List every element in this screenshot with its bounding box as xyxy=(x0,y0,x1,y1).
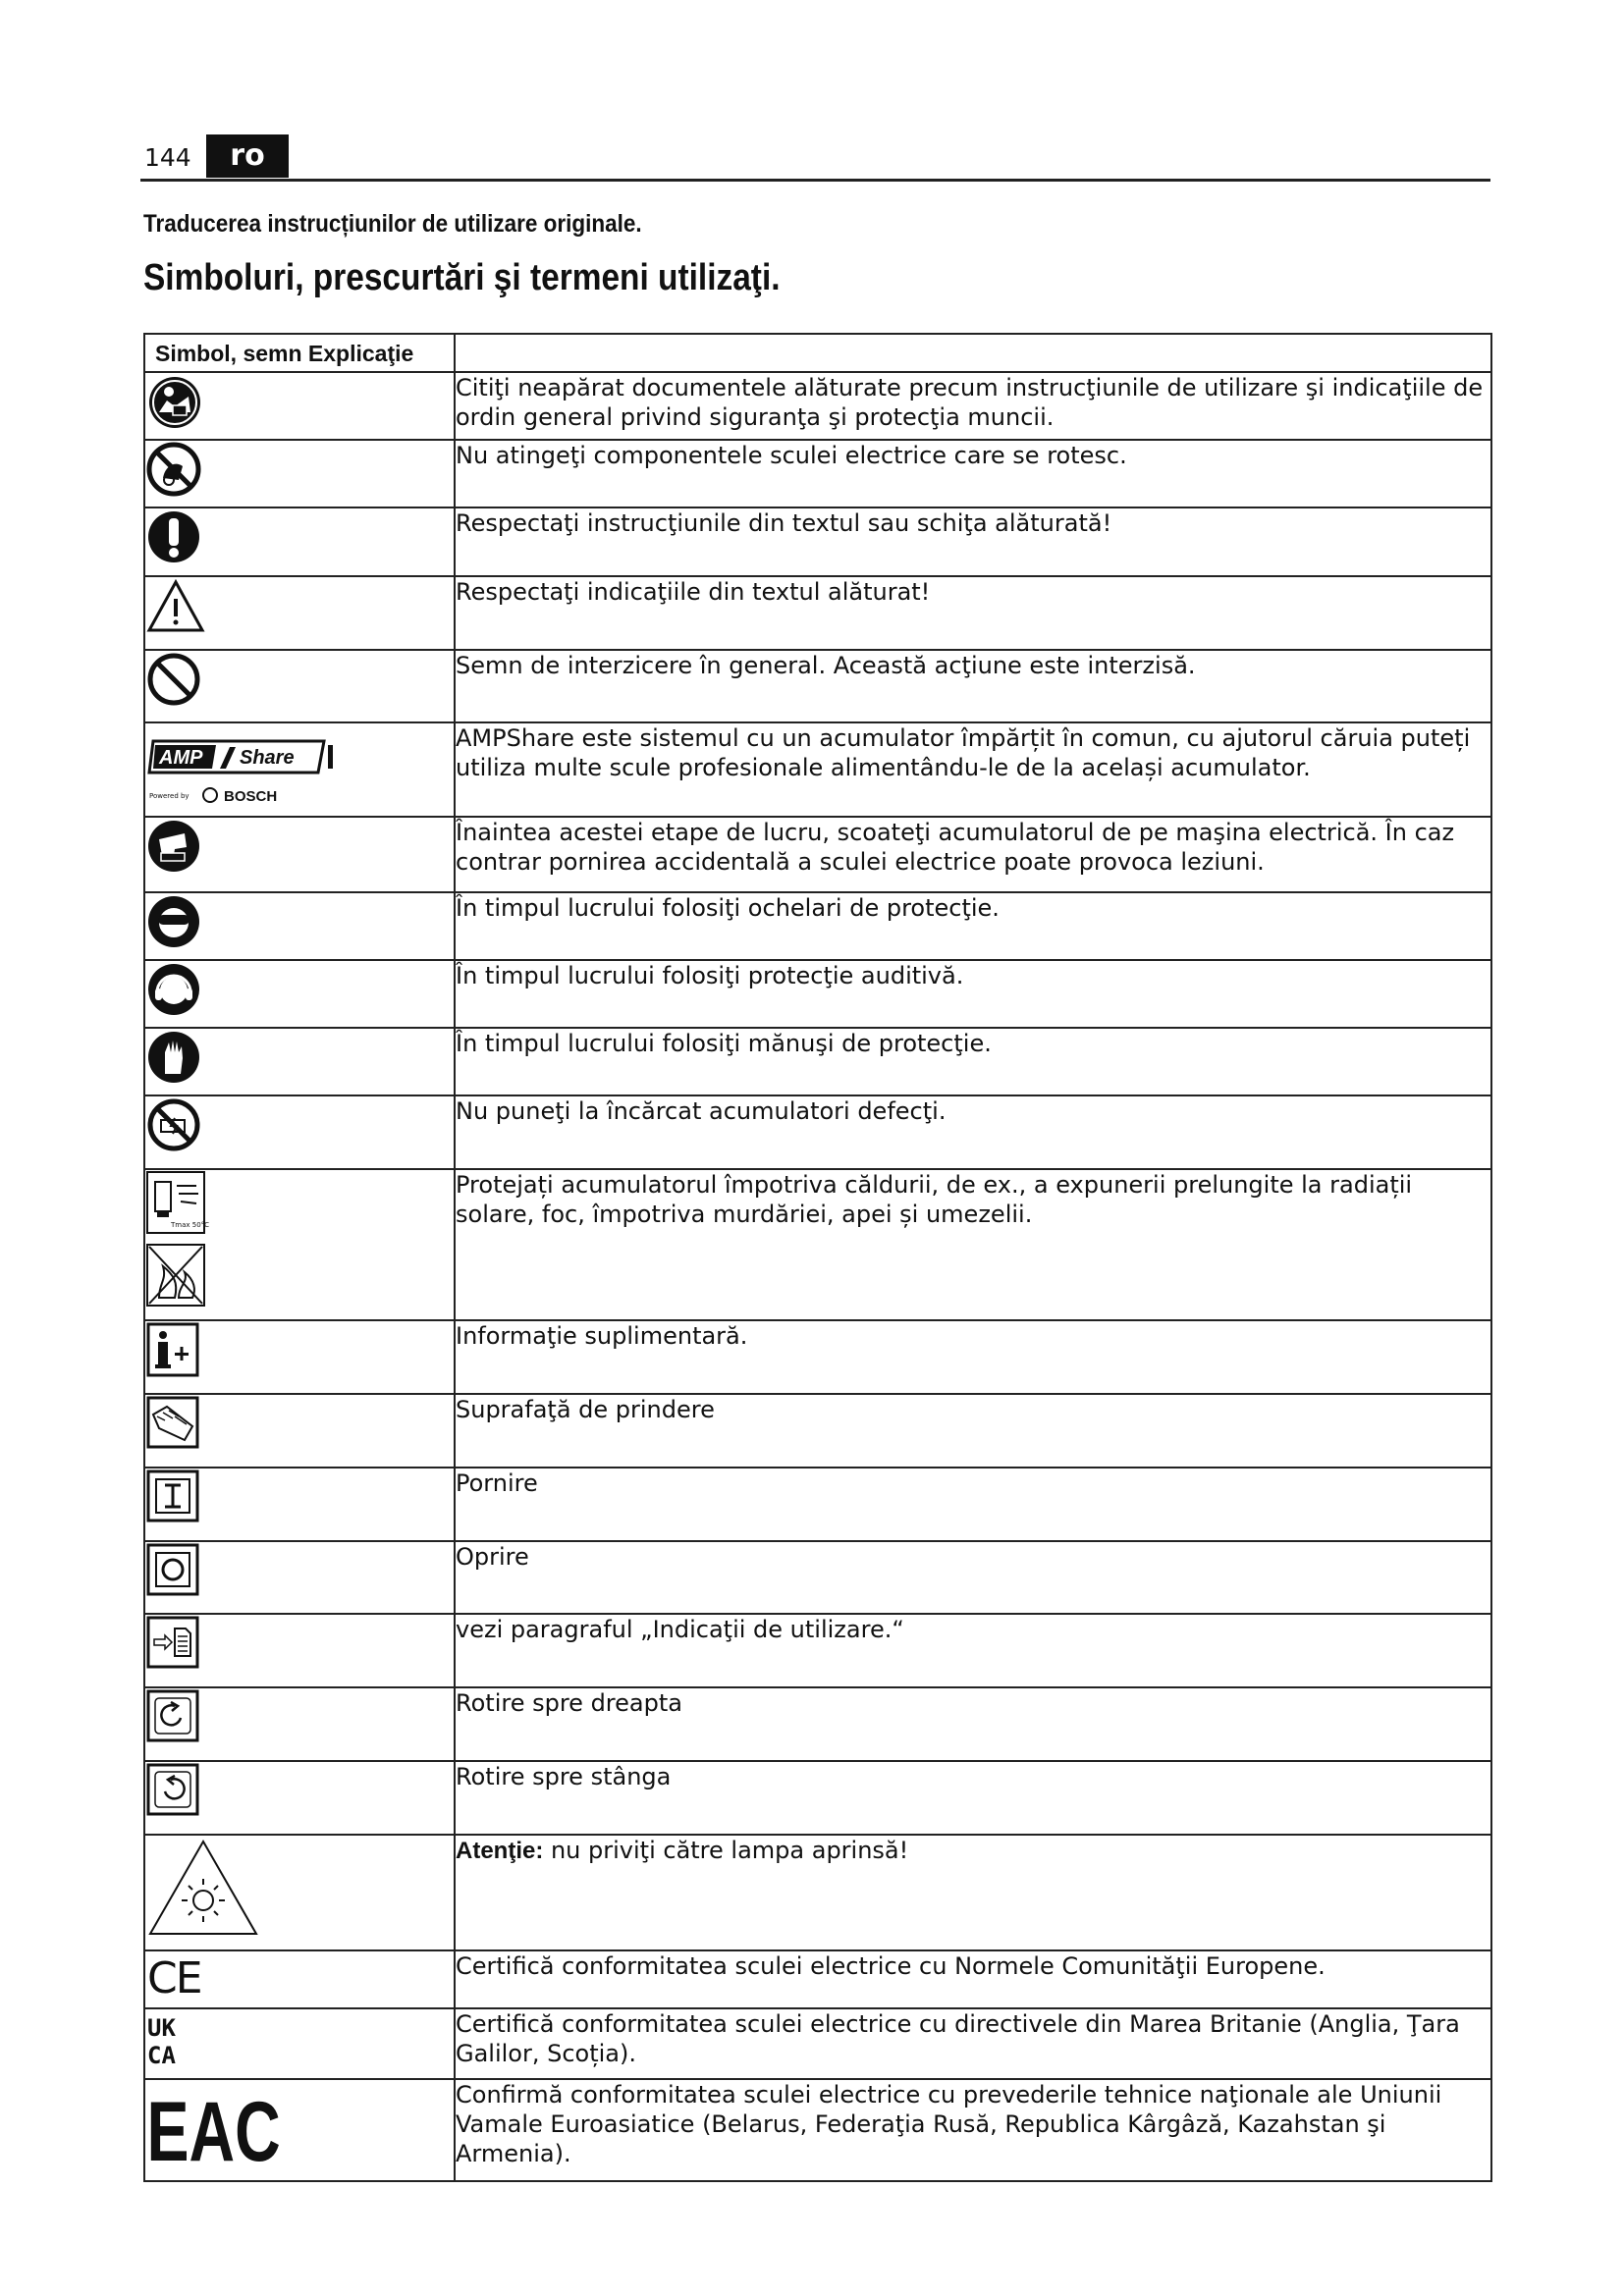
row-text: Respectaţi instrucţiunile din textul sau schiţa alăturată! xyxy=(455,507,1491,576)
tmax-label: Tmax 50°C xyxy=(171,1221,210,1229)
row-text: Informaţie suplimentară. xyxy=(455,1320,1491,1394)
table-row xyxy=(144,440,1491,507)
row-text: Pornire xyxy=(455,1468,1491,1541)
read-manual-icon xyxy=(145,373,204,432)
hearing-protection-icon xyxy=(145,961,202,1018)
table-row xyxy=(144,1169,1491,1320)
ce-mark-icon xyxy=(145,1951,208,2001)
table-row xyxy=(144,507,1491,576)
rotate-left-icon xyxy=(145,1762,200,1817)
row-text: Protejați acumulatorul împotriva căldurii, de ex., a expunerii prelungite la radiații solare, foc, împotriva murdăriei, apei și umezelii. xyxy=(455,1169,1491,1320)
prohibition-icon xyxy=(145,651,202,708)
table-row xyxy=(144,1761,1491,1835)
see-section-icon xyxy=(145,1615,200,1670)
table-row xyxy=(144,1950,1491,2008)
grip-surface-icon xyxy=(145,1395,200,1450)
row-text: Respectaţi indicaţiile din textul alăturat! xyxy=(455,576,1491,650)
header-explanation xyxy=(455,334,1491,372)
table-row xyxy=(144,892,1491,960)
exclamation-icon xyxy=(145,508,202,565)
row-text: vezi paragraful „Indicaţii de utilizare.“ xyxy=(455,1614,1491,1687)
table-row xyxy=(144,1468,1491,1541)
ce-mark-text: CE xyxy=(147,1953,201,2003)
rotate-right-icon xyxy=(145,1688,200,1743)
table-row xyxy=(144,817,1491,892)
remove-battery-icon xyxy=(145,818,202,875)
brand-text: BOSCH xyxy=(224,788,278,805)
table-row xyxy=(144,1614,1491,1687)
gloves-icon xyxy=(145,1029,202,1086)
row-text: Citiţi neapărat documentele alăturate precum instrucţiunile de utilizare şi indicaţiile de ordin general privind siguranţa şi protecţia muncii. xyxy=(455,372,1491,440)
document-subtitle: Traducerea instrucțiunilor de utilizare originale. xyxy=(143,210,642,238)
row-text xyxy=(455,1835,1491,1950)
table-row xyxy=(144,2008,1491,2079)
language-badge: ro xyxy=(206,134,289,178)
info-plus-icon xyxy=(145,1321,200,1378)
warning-text: nu priviţi către lampa aprinsă! xyxy=(543,1837,909,1864)
powered-by-text: Powered by xyxy=(149,792,189,800)
share-text: Share xyxy=(240,747,295,769)
page-number: 144 xyxy=(144,143,191,172)
row-text: În timpul lucrului folosiţi protecţie auditivă. xyxy=(455,960,1491,1028)
battery-heat-protection-icon xyxy=(145,1170,208,1308)
row-text: Certifică conformitatea sculei electrice cu directivele din Marea Britanie (Anglia, Ţara Galilor, Scoția). xyxy=(455,2008,1491,2079)
row-text: Rotire spre dreapta xyxy=(455,1687,1491,1761)
table-row xyxy=(144,576,1491,650)
uk-mark-text: UK xyxy=(147,2014,176,2042)
table-row xyxy=(144,1835,1491,1950)
amp-text: AMP xyxy=(159,747,203,769)
power-on-icon xyxy=(145,1468,200,1523)
ampshare-logo-icon xyxy=(145,723,342,808)
table-row xyxy=(144,650,1491,722)
table-header-row xyxy=(144,334,1491,372)
row-text: Suprafaţă de prindere xyxy=(455,1394,1491,1468)
no-charge-defective-battery-icon xyxy=(145,1096,202,1153)
table-row xyxy=(144,2079,1491,2181)
row-text: Semn de interzicere în general. Această acţiune este interzisă. xyxy=(455,650,1491,722)
row-text: În timpul lucrului folosiţi ochelari de protecţie. xyxy=(455,892,1491,960)
safety-goggles-icon xyxy=(145,893,202,950)
table-row xyxy=(144,1095,1491,1169)
page-header xyxy=(140,132,1490,183)
table-row xyxy=(144,960,1491,1028)
header-rule xyxy=(140,179,1490,182)
symbols-table xyxy=(143,333,1492,2182)
warning-label: Atenţie: xyxy=(456,1838,544,1864)
row-text: AMPShare este sistemul cu un acumulator împărțit în comun, cu ajutorul căruia puteți utiliza multe scule profesionale alimentându-le de la același acumulator. xyxy=(455,722,1491,817)
power-off-icon xyxy=(145,1542,200,1597)
table-row xyxy=(144,1687,1491,1761)
eac-mark-icon xyxy=(145,2080,281,2180)
warning-triangle-icon xyxy=(145,577,206,636)
table-row xyxy=(144,1320,1491,1394)
page-title: Simboluri, prescurtări şi termeni utilizaţi. xyxy=(143,257,781,298)
row-text: Confirmă conformitatea sculei electrice cu prevederile tehnice naţionale ale Uniunii Vamale Euroasiatice (Belarus, Federaţia Rusă, Republica Kârgâză, Kazahstan şi Armenia). xyxy=(455,2079,1491,2181)
table-row xyxy=(144,1394,1491,1468)
table-row xyxy=(144,372,1491,440)
no-touch-rotating-icon xyxy=(145,441,202,498)
header-symbol: Simbol, semn Explicaţie xyxy=(144,334,455,372)
row-text: În timpul lucrului folosiţi mănuşi de protecţie. xyxy=(455,1028,1491,1095)
row-text: Înaintea acestei etape de lucru, scoateţi acumulatorul de pe maşina electrică. În caz contrar pornirea accidentală a sculei electrice poate provoca leziuni. xyxy=(455,817,1491,892)
table-row xyxy=(144,1541,1491,1614)
row-text: Certifică conformitatea sculei electrice cu Normele Comunităţii Europene. xyxy=(455,1950,1491,2008)
row-text: Rotire spre stânga xyxy=(455,1761,1491,1835)
table-row xyxy=(144,722,1491,817)
eac-mark-text: EAC xyxy=(146,2085,281,2180)
ca-mark-text: CA xyxy=(147,2042,176,2069)
row-text: Nu atingeţi componentele sculei electrice care se rotesc. xyxy=(455,440,1491,507)
table-row xyxy=(144,1028,1491,1095)
row-text: Oprire xyxy=(455,1541,1491,1614)
row-text: Nu puneţi la încărcat acumulatori defecţi. xyxy=(455,1095,1491,1169)
lamp-warning-icon xyxy=(145,1836,261,1940)
ukca-mark-icon xyxy=(145,2009,185,2070)
